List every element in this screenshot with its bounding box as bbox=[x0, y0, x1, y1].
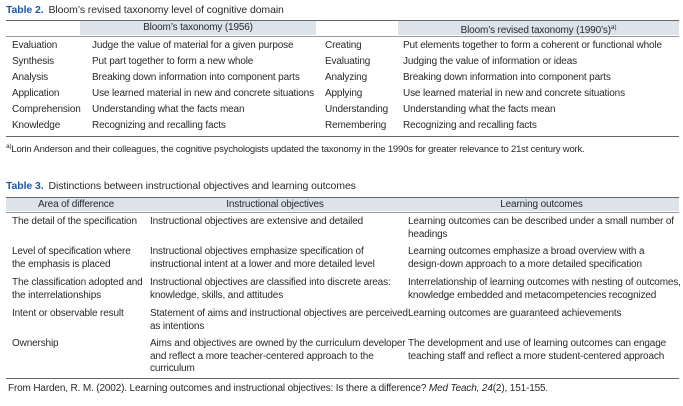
table3-objectives-cell: curriculum bbox=[150, 363, 195, 374]
table2-label: Table 2. bbox=[6, 4, 44, 16]
table2-left-desc: Breaking down information into component parts bbox=[92, 72, 300, 83]
table3-area-cell: Intent or observable result bbox=[12, 308, 124, 319]
table2-left-desc: Use learned material in new and concrete situations bbox=[92, 88, 314, 99]
table3-area-cell: Ownership bbox=[12, 338, 59, 349]
table2-right-desc: Breaking down information into component parts bbox=[403, 72, 611, 83]
table3-outcomes-cell: Interrelationship of learning outcomes with nesting of outcomes, bbox=[408, 277, 681, 288]
table3-outcomes-cell: headings bbox=[408, 228, 448, 240]
table3-header-objectives: Instructional objectives bbox=[226, 199, 324, 210]
table2-right-term: Analyzing bbox=[325, 72, 368, 83]
table2-footnote-text: Lorin Anderson and their colleagues, the cognitive psychologists updated the taxonomy in the 1990s for greater relevance to 21st century work. bbox=[11, 144, 585, 155]
table2-left-term: Analysis bbox=[12, 72, 49, 83]
table2-header-right-sup: a) bbox=[610, 24, 617, 31]
table3-area-cell: The classification adopted and bbox=[12, 277, 143, 288]
table2-right-desc: Use learned material in new and concrete situations bbox=[403, 88, 625, 99]
table3-objectives-cell: Aims and objectives are owned by the curriculum developer bbox=[150, 338, 406, 349]
table2-bottom-rule bbox=[6, 136, 679, 137]
table2-left-desc: Judge the value of material for a given purpose bbox=[92, 40, 294, 51]
table2-header-left: Bloom’s taxonomy (1956) bbox=[143, 22, 253, 33]
table3-objectives-cell: Instructional objectives emphasize specification of bbox=[150, 246, 364, 257]
table3-objectives-cell: and reflect a more teacher-centered approach to the bbox=[150, 350, 374, 362]
table2-left-term: Knowledge bbox=[12, 120, 61, 131]
table3-objectives-cell: knowledge, skills, and attitudes bbox=[150, 289, 284, 301]
table3-area-cell: the interrelationships bbox=[12, 289, 101, 301]
table3-outcomes-cell: Learning outcomes can be described under a small number of bbox=[408, 216, 674, 227]
table2-right-desc: Recognizing and recalling facts bbox=[403, 120, 537, 131]
table2-right-desc: Judging the value of information or ideas bbox=[403, 56, 577, 67]
table2-left-term: Comprehension bbox=[12, 104, 81, 115]
table3-area-cell: The detail of the specification bbox=[12, 216, 137, 227]
table2-header-rule bbox=[6, 36, 679, 37]
table3-outcomes-cell: Learning outcomes are guaranteed achievements bbox=[408, 308, 622, 319]
table3-outcomes-cell: Learning outcomes emphasize a broad overview with a bbox=[408, 246, 645, 257]
table2-caption bbox=[6, 4, 284, 16]
table3-area-cell: Level of specification where bbox=[12, 246, 131, 257]
table3-header-area: Area of difference bbox=[37, 199, 115, 210]
table3-objectives-cell: instructional intent at a lower and more detailed level bbox=[150, 258, 375, 270]
table3-header-rule bbox=[6, 212, 679, 213]
table2-title: Bloom’s revised taxonomy level of cognitive domain bbox=[48, 4, 284, 16]
table3-objectives-cell: Statement of aims and instructional objectives are perceived bbox=[150, 308, 408, 319]
table2-left-term: Synthesis bbox=[12, 56, 55, 67]
table3-outcomes-cell: design-down approach to a more detailed specification bbox=[408, 258, 642, 270]
table3-label: Table 3. bbox=[6, 180, 44, 192]
table2-right-desc: Put elements together to form a coherent or functional whole bbox=[403, 40, 662, 51]
table3-objectives-cell: Instructional objectives are classified into discrete areas: bbox=[150, 277, 391, 288]
table2-footnote-sup: a) bbox=[6, 143, 12, 150]
table2-right-term: Understanding bbox=[325, 104, 389, 115]
table2-left-desc: Recognizing and recalling facts bbox=[92, 120, 226, 131]
table2-footnote bbox=[6, 143, 585, 155]
table3-objectives-cell: Instructional objectives are extensive and detailed bbox=[150, 216, 364, 227]
source-suffix: (2), 151-155. bbox=[492, 383, 549, 394]
table3-source bbox=[8, 383, 548, 394]
table2-right-term: Evaluating bbox=[325, 56, 371, 67]
table3-objectives-cell: as intentions bbox=[150, 320, 205, 332]
table2-right-term: Applying bbox=[325, 88, 363, 99]
source-journal: Med Teach, 24 bbox=[428, 383, 493, 394]
table2-left-term: Evaluation bbox=[12, 40, 58, 51]
table3-outcomes-cell: knowledge embedded and metacompetencies recognized bbox=[408, 289, 657, 301]
table3-outcomes-cell: teaching staff and reflect a more student-centered approach bbox=[408, 350, 665, 362]
table3-header-outcomes: Learning outcomes bbox=[500, 199, 583, 210]
table3-outcomes-cell: The development and use of learning outcomes can engage bbox=[408, 338, 667, 349]
table2-right-term: Creating bbox=[325, 40, 362, 51]
table3-title: Distinctions between instructional objectives and learning outcomes bbox=[48, 180, 356, 192]
source-prefix: From Harden, R. M. (2002). Learning outcomes and instructional objectives: Is there a difference? bbox=[8, 383, 429, 394]
table2-header-right-text: Bloom’s revised taxonomy (1990’s) bbox=[460, 25, 611, 36]
table2-left-desc: Put part together to form a new whole bbox=[92, 56, 254, 67]
table3-area-cell: the emphasis is placed bbox=[12, 258, 111, 270]
table3-bottom-rule bbox=[6, 378, 679, 379]
table2-left-desc: Understanding what the facts mean bbox=[92, 104, 245, 115]
table3-caption bbox=[6, 180, 356, 192]
table2-right-desc: Understanding what the facts mean bbox=[403, 104, 556, 115]
table2-left-term: Application bbox=[12, 88, 60, 99]
table2-right-term: Remembering bbox=[325, 120, 387, 131]
